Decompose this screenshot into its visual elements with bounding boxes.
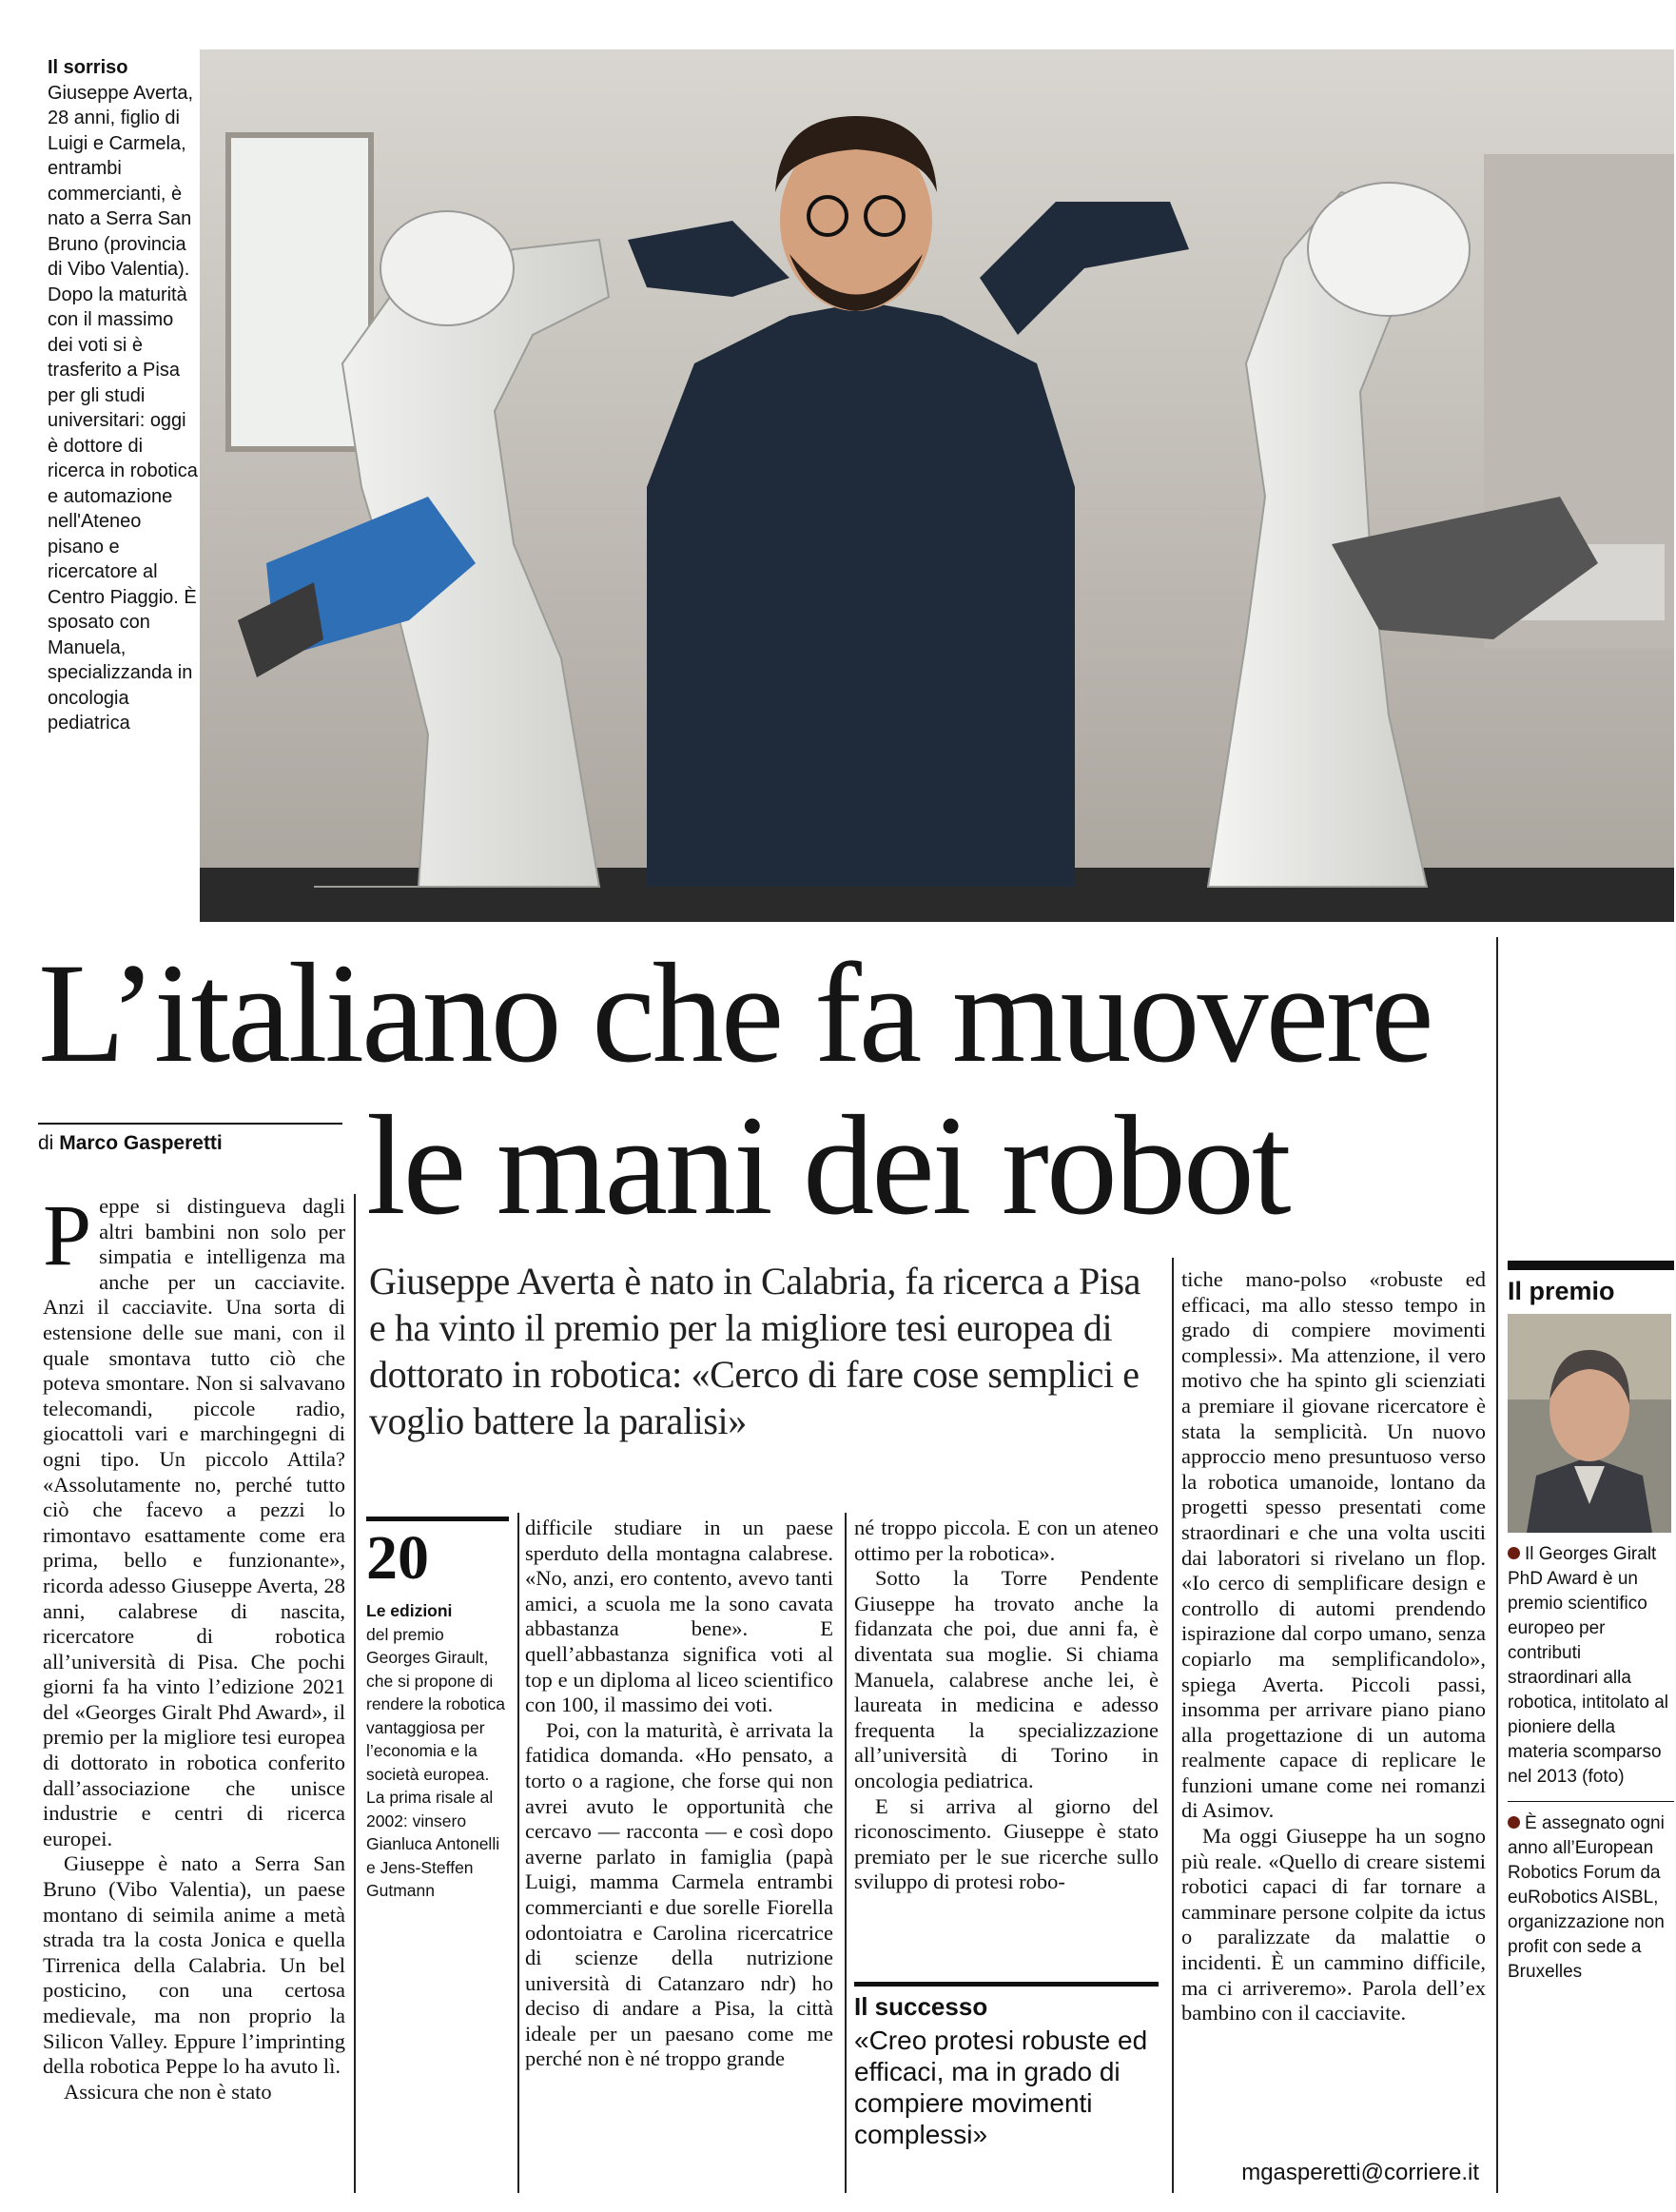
headline-line-2: le mani dei robot	[366, 1086, 1289, 1244]
paragraph: Poi, con la maturità, è arrivata la fatidica domanda. «Ho pensato, a torto o a ragione, che forse qui non avrei avuto le opportunità che cercavo — racconta — e così dopo averne parlato in famiglia (papà Luigi, mamma Carmela entrambi commercianti e due sorelle Fiorella odontoiatra e Carolina ricercatrice di scienze della nutrizione università di Catanzaro ndr) ho deciso di andare a Pisa, la città ideale per un paesano come me perché non è né troppo grande	[525, 1717, 833, 2071]
paragraph: Giuseppe è nato a Serra San Bruno (Vibo Valentia), un paese montano di seimila anime a metà strada tra la costa Jonica e quella Tirrenica della Calabria. Un bel posticino, con una certosa medievale, ma non proprio la Silicon Valley. Eppure l’imprinting della robotica Peppe lo ha avuto lì.	[43, 1851, 345, 2079]
bullet-dot	[1508, 1816, 1520, 1829]
headline-line-1: L’italiano che fa muovere	[38, 934, 1432, 1092]
byline-author: Marco Gasperetti	[59, 1132, 223, 1154]
award-title: Il premio	[1508, 1277, 1615, 1305]
author-email[interactable]: mgasperetti@corriere.it	[1241, 2160, 1479, 2185]
editions-lead: Le edizioni	[366, 1601, 453, 1620]
giralt-portrait	[1508, 1314, 1671, 1533]
drop-cap: P	[43, 1186, 92, 1283]
body-column-5	[1181, 1267, 1486, 2026]
paragraph: Assicura che non è stato	[64, 2079, 272, 2104]
editions-text	[366, 1599, 509, 1903]
column-rule	[1496, 937, 1498, 2193]
award-bullet-2-text: È assegnato ogni anno all’European Robotics Forum da euRobotics AISBL, organizzazione non profit con sede a Bruxelles	[1508, 1813, 1665, 1982]
body-column-1	[43, 1186, 345, 2104]
success-quote: «Creo protesi robuste ed efficaci, ma in grado di compiere movimenti complessi»	[854, 2026, 1148, 2149]
editions-body: del premio Georges Girault, che si propone di rendere la robotica vantaggiosa per l’economia e la società europea. La prima risale al 2002: vinsero Gianluca Antonelli e Jens-Steffen Gutmann	[366, 1624, 505, 1900]
column-rule	[1172, 1258, 1174, 2193]
award-bullet-1	[1508, 1542, 1674, 1790]
body-column-4	[854, 1516, 1159, 1895]
caption-title: Il sorriso	[48, 57, 128, 78]
column-rule	[517, 1513, 519, 2193]
success-title: Il successo	[854, 1992, 988, 2021]
paragraph: né troppo piccola. E con un ateneo ottimo per la robotica».	[854, 1516, 1159, 1565]
award-bullet-1-text: Il Georges Giralt PhD Award è un premio scientifico europeo per contributi straordinari alla robotica, intitolato al pioniere della materia scomparso nel 2013 (foto)	[1508, 1544, 1668, 1787]
byline	[38, 1123, 342, 1155]
award-sidebar	[1508, 1261, 1674, 1985]
paragraph: tiche mano-polso «robuste ed efficaci, ma allo stesso tempo in grado di compiere movimenti complessi». Ma attenzione, il vero motivo che ha spinto gli scienziati a premiare il giovane ricercatore è stata la semplicità. Un nuovo approccio meno presuntuoso verso la robotica umanoide, lontano da progetti spesso presentati come straordinari e che una volta usciti dai laboratori si rivelano un flop. «Io cerco di semplificare design e controllo di automi prendendo ispirazione dal corpo umano, senza copiarlo ma semplificandolo», spiega Averta. Piccoli passi, insomma per arrivare piano piano alla progettazione di un automa realmente capace di replicare le funzioni umane come nei romanzi di Asimov.	[1181, 1267, 1486, 1823]
bullet-dot	[1508, 1547, 1520, 1559]
body-column-3	[525, 1516, 833, 2072]
column-rule	[354, 1194, 356, 2193]
paragraph: Sotto la Torre Pendente Giuseppe ha trovato anche la fidanzata che poi, due anni fa, è diventata sua moglie. Si chiama Manuela, calabrese anche lei, è laureata in medicina e adesso frequenta la specializzazione all’università di Torino in oncologia pediatrica.	[854, 1566, 1159, 1792]
photo-caption	[48, 55, 200, 736]
success-box	[854, 1982, 1159, 2150]
paragraph: difficile studiare in un paese sperduto della montagna calabrese. «No, anzi, ero contento, avevo tanti amici, a scuola me la sono cavata abbastanza bene». E quell’abbastanza significa voti al top e un diploma al liceo scientifico con 100, il massimo dei voti.	[525, 1516, 833, 1717]
editions-sidebar	[366, 1517, 509, 1903]
subhead: Giuseppe Averta è nato in Calabria, fa ricerca a Pisa e ha vinto il premio per la migliore tesi europea di dottorato in robotica: «Cerco di fare cose semplici e voglio battere la paralisi»	[369, 1260, 1141, 1442]
paragraph	[43, 1186, 345, 1851]
award-bullet-2	[1508, 1811, 1674, 1985]
caption-text: Giuseppe Averta, 28 anni, figlio di Luigi e Carmela, entrambi commercianti, è nato a Serra San Bruno (provincia di Vibo Valentia). Dopo la maturità con il massimo dei voti si è trasferito a Pisa per gli studi universitari: oggi è dottore di ricerca in robotica e automazione nell'Ateneo pisano e ricercatore al Centro Piaggio. È sposato con Manuela, specializzanda in oncologia pediatrica	[48, 82, 198, 734]
editions-number: 20	[366, 1523, 429, 1593]
main-photo	[200, 49, 1674, 922]
divider	[1508, 1801, 1674, 1802]
byline-prefix: di	[38, 1132, 54, 1154]
paragraph-text: eppe si distingueva dagli altri bambini non solo per simpatia e intelligenza ma anche per un cacciavite. Anzi il cacciavite. Una sorta di estensione delle sue mani, con il quale smontava tutto ciò che poteva smontare. Non si salvavano telecomandi, piccole radio, giocattoli vari e marchingegni di ogni tipo. Un piccolo Attila? «Assolutamente no, perché tutto ciò che facevo a pezzi lo rimontavo esattamente come era prima, bello e funzionante», ricorda adesso Giuseppe Averta, 28 anni, calabrese di nascita, ricercatore di robotica all’università di Pisa. Che pochi giorni fa ha vinto l’edizione 2021 del «Georges Giralt Phd Award», il premio per la migliore tesi europea di dottorato in robotica conferito dall’associazione che unisce industrie e centri di ricerca europei.	[43, 1194, 345, 1850]
paragraph: E si arriva al giorno del riconoscimento. Giuseppe è stato premiato per le sue ricerche sullo sviluppo di protesi robo-	[854, 1793, 1159, 1894]
paragraph: Ma oggi Giuseppe ha un sogno più reale. «Quello di creare sistemi robotici capaci di far tornare a camminare persone colpite da ictus o paralizzate da malattie o incidenti. È un cammino difficile, ma ci arriveremo». Parola dell’ex bambino con il cacciavite.	[1181, 1824, 1486, 2026]
column-rule	[845, 1513, 847, 2193]
